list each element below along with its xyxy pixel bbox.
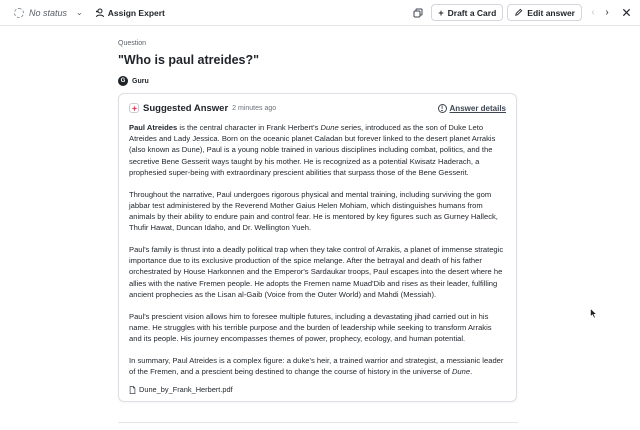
status-label: No status <box>29 7 68 18</box>
guru-logo-icon: G <box>118 76 128 86</box>
draft-card-button[interactable] <box>431 4 503 21</box>
answer-panel <box>118 40 518 402</box>
text-span: is the central character in Frank Herbert's <box>177 123 321 132</box>
answer-details-link[interactable] <box>438 104 506 113</box>
text-span: . <box>470 367 473 377</box>
card-header <box>129 102 506 114</box>
source-row <box>118 76 518 86</box>
answer-details-label: Answer details <box>449 103 506 113</box>
bold-name: Paul Atreides <box>129 123 178 132</box>
draft-card-label: Draft a Card <box>447 7 497 18</box>
assign-expert-button[interactable] <box>95 8 165 18</box>
person-add-icon <box>95 8 105 18</box>
edit-answer-label: Edit answer <box>527 7 575 18</box>
chevron-down-icon: ⌄ <box>76 8 83 17</box>
answer-paragraph: Paul's family is thrust into a deadly political trap when they take control of Arrakis, a planet of immense strategic importance due to its exclusive production of the spice melange. After the betrayal and death of his father orchestrated by House Harkonnen and the Emperor's Sardaukar troops, Paul escapes into the desert where he allies with the native Fremen people. He adopts the Fremen name Muad'Dib and rises as their leader, fulfilling ancient prophecies as the Lisan al-Gaib (Voice from the Outer World) and Mahdi (Messiah). <box>129 245 504 299</box>
question-label: Question <box>118 40 147 47</box>
close-icon <box>622 8 631 17</box>
answer-paragraph: Paul's prescient vision allows him to foresee multiple futures, including a devastating jihad carried out in his name. He struggles with his terrible purpose and the burden of leadership while seeking to transform Arrakis and its people. His journey encompasses themes of power, prophecy, ecology, and human potential. <box>129 311 492 344</box>
previous-button[interactable]: ‹ <box>591 7 595 18</box>
next-button[interactable]: › <box>605 7 609 18</box>
answer-paragraph: Throughout the narrative, Paul undergoes rigorous physical and mental training, including surviving the gom jabbar test administered by the Reverend Mother Gaius Helen Mohiam, which distinguishes humans from animals by their ability to endure pain and control fear. He is mentored by key figures such as Gurney Halleck, Thufir Hawat, Duncan Idaho, and Dr. Wellington Yueh. <box>129 189 498 233</box>
attachment-name: Dune_by_Frank_Herbert.pdf <box>139 385 233 395</box>
answer-paragraph <box>129 122 506 178</box>
file-icon <box>129 386 136 394</box>
card-title: Suggested Answer <box>143 102 229 114</box>
top-toolbar <box>0 0 640 26</box>
question-title: "Who is paul atreides?" <box>118 53 260 67</box>
copy-icon <box>413 8 423 18</box>
attachment-link[interactable] <box>129 385 506 394</box>
close-button[interactable] <box>618 4 634 22</box>
source-name: Guru <box>132 77 149 85</box>
pencil-icon <box>514 8 523 17</box>
suggested-answer-card <box>118 93 517 402</box>
text-span: In summary, Paul Atreides is a complex figure: a duke's heir, a trained warrior and strategist, a messianic leader of the Fremen, and a prescient being destined to change the course of history in the universe of <box>129 355 504 377</box>
divider <box>118 422 518 423</box>
info-icon: i <box>438 104 447 113</box>
status-circle-icon <box>14 8 24 18</box>
assign-expert-label: Assign Expert <box>107 7 165 18</box>
text-span: series, introduced as the son of Duke Leto Atreides and Lady Jessica. Born on the oceanic planet Caladan but forever linked to the desert planet Arrakis (also known as Dune), Paul is a young noble trained in various disciplines including combat, politics, and the secretive Bene Gesserit ways taught by his mother. He is recognized as a potential Kwisatz Haderach, a prophesied super-being with extraordinary prescient abilities that surpass those of the Bene Gesserit. <box>129 123 496 177</box>
copy-button[interactable] <box>409 4 427 22</box>
timestamp: 2 minutes ago <box>232 104 277 112</box>
mouse-cursor-icon <box>590 308 598 319</box>
answer-paragraph <box>129 355 506 377</box>
italic-title: Dune <box>451 367 471 377</box>
sparkle-icon <box>129 103 139 113</box>
status-dropdown[interactable] <box>14 4 83 22</box>
edit-answer-button[interactable] <box>507 4 582 21</box>
plus-icon: + <box>438 7 444 18</box>
italic-title: Dune <box>320 123 339 132</box>
